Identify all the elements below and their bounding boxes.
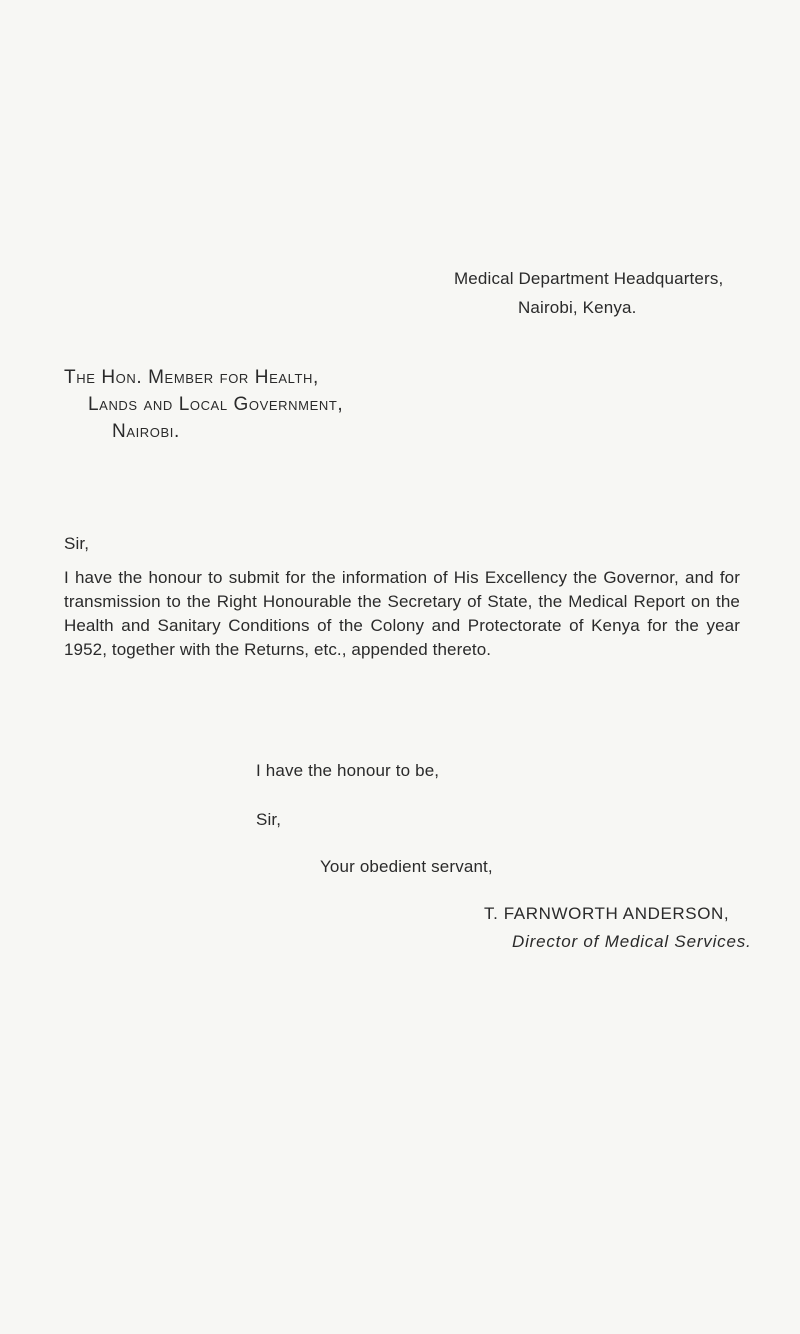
salutation: Sir, bbox=[64, 534, 90, 553]
signature-title: Director of Medical Services. bbox=[512, 932, 752, 951]
closing-line-2: Sir, bbox=[256, 810, 282, 829]
closing-line-1: I have the honour to be, bbox=[256, 761, 440, 780]
body-paragraph: I have the honour to submit for the information of His Excellency the Governor, and for transmission to the Right Honourable the Secretary of State, the Medical Report on the Health and Sanitary Conditions of the Colony and Protectorate of Kenya for the year 1952, together with the Returns, etc., appended thereto. bbox=[64, 568, 740, 659]
addressee-line-3: Nairobi. bbox=[112, 421, 180, 442]
addressee-line-1: The Hon. Member for Health, bbox=[64, 367, 319, 388]
signature-name: T. FARNWORTH ANDERSON, bbox=[484, 904, 730, 923]
letterhead-line-2: Nairobi, Kenya. bbox=[518, 298, 637, 317]
closing-line-3: Your obedient servant, bbox=[320, 857, 493, 876]
letterhead-line-1: Medical Department Headquarters, bbox=[454, 269, 724, 288]
addressee-line-2: Lands and Local Government, bbox=[88, 394, 344, 415]
